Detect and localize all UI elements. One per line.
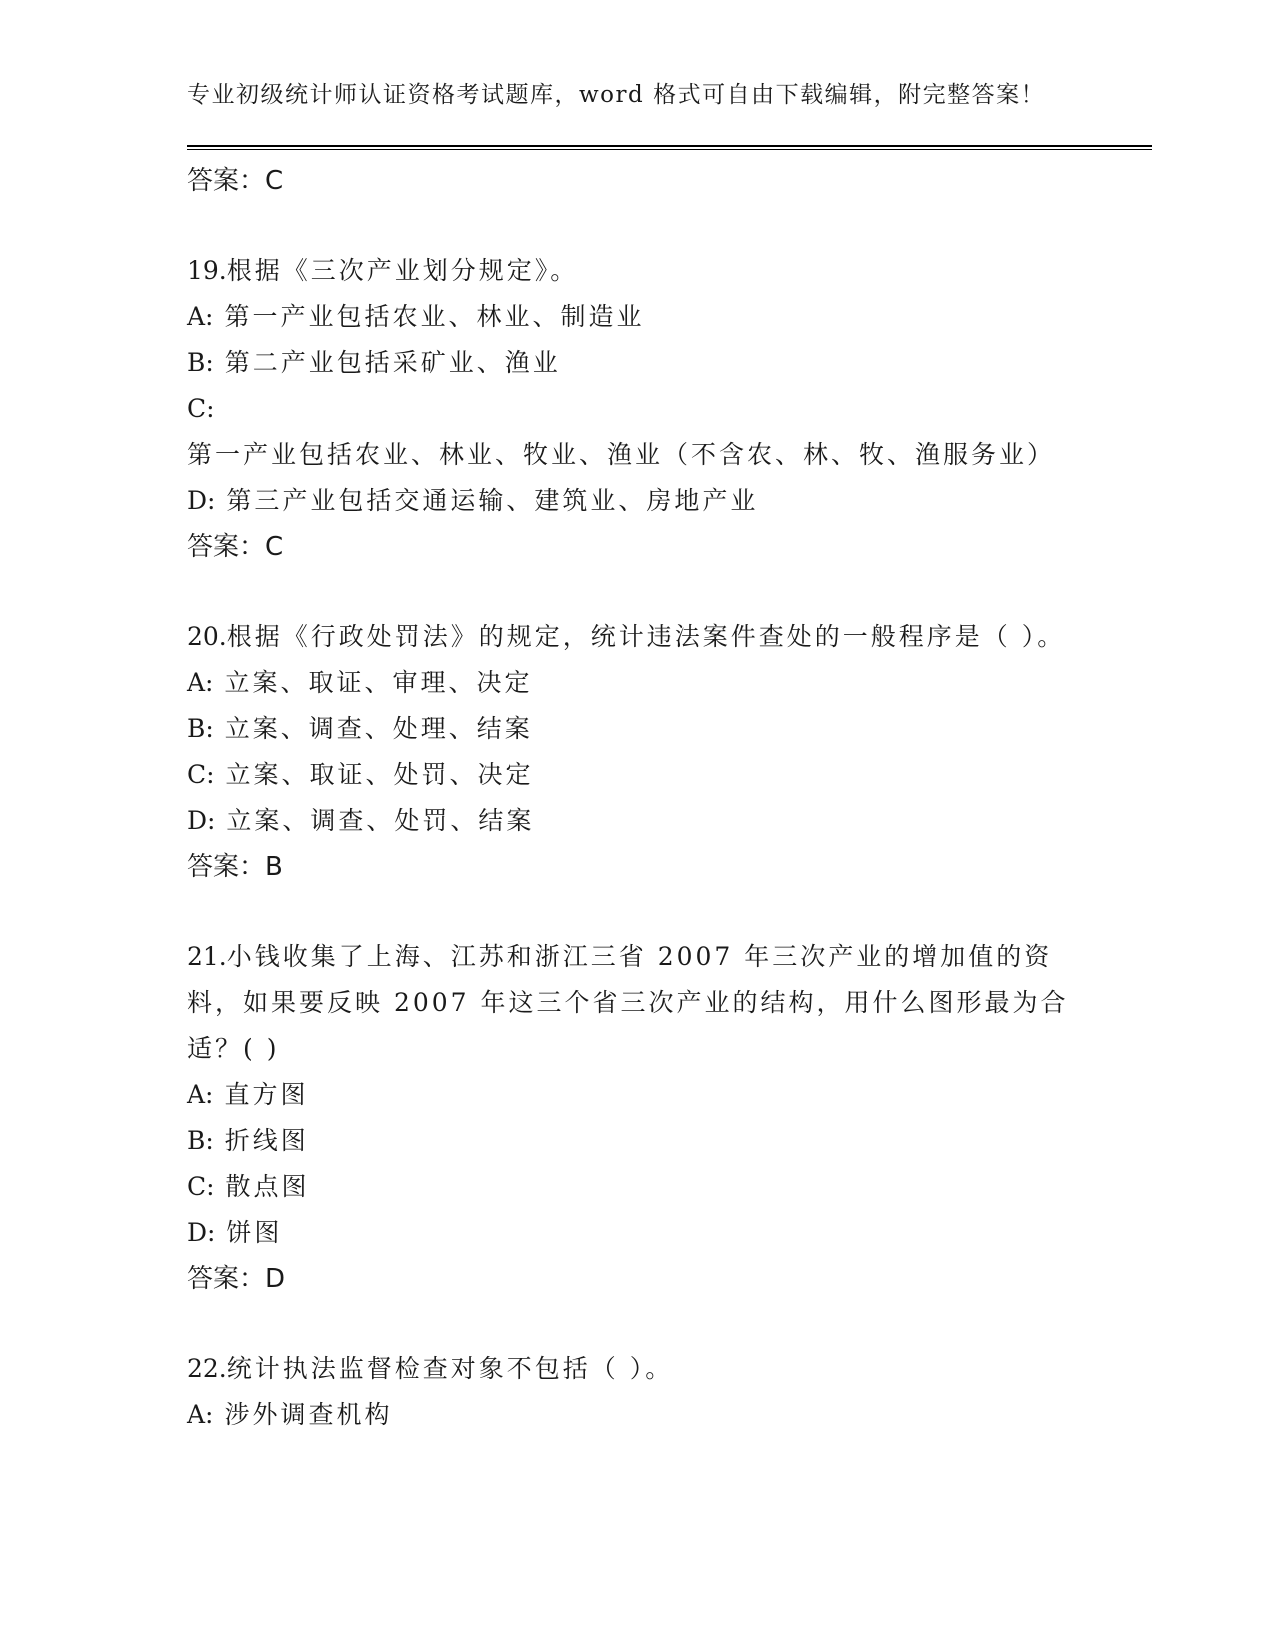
answer-line: 答案：B xyxy=(187,852,283,882)
option-c xyxy=(187,1164,1087,1210)
question-number: 21. xyxy=(187,942,227,971)
option-letter: A: xyxy=(187,668,214,697)
question-stem xyxy=(187,1346,1087,1392)
option-letter: B: xyxy=(187,1126,214,1155)
header-rule-thin xyxy=(187,149,1152,150)
option-text: 立案、取证、审理、决定 xyxy=(224,668,533,697)
option-d xyxy=(187,798,1087,844)
option-text: 立案、调查、处罚、结案 xyxy=(226,806,535,835)
question-text: 统计执法监督检查对象不包括（ ）。 xyxy=(226,1354,674,1383)
option-letter: D: xyxy=(187,806,216,835)
option-letter: B: xyxy=(187,714,214,743)
option-letter: C: xyxy=(187,1172,215,1201)
question-number: 20. xyxy=(187,622,227,651)
answer-line: 答案：C xyxy=(187,532,284,562)
option-text: 直方图 xyxy=(224,1080,309,1109)
option-b xyxy=(187,706,1087,752)
option-text: 散点图 xyxy=(225,1172,310,1201)
option-text: 第二产业包括采矿业、渔业 xyxy=(224,348,561,377)
question-stem xyxy=(187,614,1087,660)
question-20 xyxy=(187,614,1087,890)
option-d xyxy=(187,1210,1087,1256)
option-text: 立案、取证、处罚、决定 xyxy=(225,760,534,789)
option-letter: D: xyxy=(187,486,216,515)
option-d xyxy=(187,478,1087,524)
option-text: 第一产业包括农业、林业、制造业 xyxy=(224,302,645,331)
option-a xyxy=(187,294,1087,340)
question-stem xyxy=(187,934,1087,1072)
option-letter: A: xyxy=(187,1080,214,1109)
option-text: 第一产业包括农业、林业、牧业、渔业（不含农、林、牧、渔服务业） xyxy=(187,440,1056,469)
option-c xyxy=(187,386,1087,478)
question-stem xyxy=(187,248,1087,294)
option-letter: C: xyxy=(187,760,215,789)
option-a xyxy=(187,1392,1087,1438)
question-number: 19. xyxy=(187,256,227,285)
option-text: 第三产业包括交通运输、建筑业、房地产业 xyxy=(226,486,759,515)
option-letter: A: xyxy=(187,302,214,331)
option-letter: A: xyxy=(187,1400,214,1429)
option-text: 涉外调查机构 xyxy=(224,1400,393,1429)
option-text: 立案、调查、处理、结案 xyxy=(224,714,533,743)
option-letter: D: xyxy=(187,1218,216,1247)
header-rule-thick xyxy=(187,145,1152,147)
page-header: 专业初级统计师认证资格考试题库，word 格式可自由下载编辑，附完整答案！ xyxy=(187,82,1046,108)
question-22 xyxy=(187,1346,1087,1438)
question-text: 根据《行政处罚法》的规定，统计违法案件查处的一般程序是（ ）。 xyxy=(226,622,1066,651)
option-text: 折线图 xyxy=(224,1126,309,1155)
question-text: 根据《三次产业划分规定》。 xyxy=(226,256,579,285)
option-text: 饼图 xyxy=(226,1218,283,1247)
option-b xyxy=(187,340,1087,386)
option-letter: C: xyxy=(187,394,215,423)
option-c xyxy=(187,752,1087,798)
option-b xyxy=(187,1118,1087,1164)
question-19 xyxy=(187,248,1087,570)
option-a xyxy=(187,660,1087,706)
document-body xyxy=(187,158,1087,1438)
question-21 xyxy=(187,934,1087,1302)
option-letter: B: xyxy=(187,348,214,377)
answer-line: 答案：C xyxy=(187,166,284,196)
question-number: 22. xyxy=(187,1354,227,1383)
question-text: 小钱收集了上海、江苏和浙江三省 2007 年三次产业的增加值的资料，如果要反映 2007 年这三个省三次产业的结构，用什么图形最为合适？( ) xyxy=(187,942,1069,1063)
answer-line: 答案：D xyxy=(187,1264,286,1294)
option-a xyxy=(187,1072,1087,1118)
